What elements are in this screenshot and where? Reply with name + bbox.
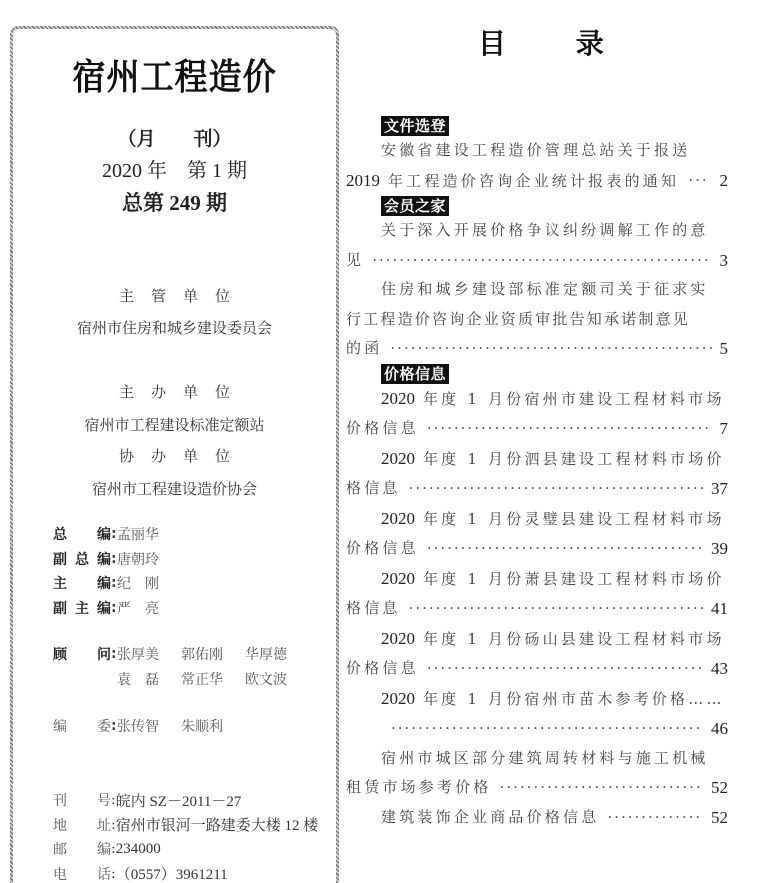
toc-entry[interactable]: 建筑装饰企业商品价格信息 ····· 52 <box>346 803 728 833</box>
page-number: 43 <box>711 659 728 678</box>
editor-row: 主编 : 纪 刚 <box>53 571 181 596</box>
staff-name: 华厚德 <box>245 647 287 664</box>
editor-row: 副总编 : 唐朝玲 <box>53 547 181 572</box>
pub-key: 电话 <box>53 866 111 883</box>
staff-name: 张厚美 <box>117 647 159 664</box>
page-number: 7 <box>719 419 728 438</box>
role-label: 副主编 <box>53 600 111 617</box>
toc-entry[interactable]: 2020 年度 1 月份宿州市苗木参考价格…… ····· 46 <box>346 684 728 744</box>
magazine-title: 宿州工程造价 <box>72 57 277 98</box>
staff-name: 孟丽华 <box>117 527 159 544</box>
staff-name: 郭佑刚 <box>181 647 223 664</box>
toc-entry[interactable]: 关于深入开展价格争议纠纷调解工作的意 见 ····· 3 <box>346 216 728 275</box>
staff-name: 张传智 <box>117 719 159 736</box>
staff-name: 唐朝玲 <box>117 551 159 568</box>
staff-name: 纪 刚 <box>117 576 159 593</box>
pub-key: 地址 <box>53 817 111 834</box>
sponsor-label: 主办单位 <box>118 383 247 401</box>
staff-name: 欧文波 <box>245 671 287 688</box>
editorial-staff <box>53 522 181 620</box>
supervisor-name: 宿州市住房和城乡建设委员会 <box>76 319 272 337</box>
page-number: 3 <box>719 250 728 270</box>
toc-entry[interactable]: 安徽省建设工程造价管理总站关于报送 2019 年工程造价咨询企业统计报表的通知 ····· 2 <box>346 136 728 196</box>
role-label: 顾问 <box>53 647 111 664</box>
page-number: 2 <box>719 170 728 190</box>
staff-name: 袁 磊 <box>117 671 159 688</box>
section-heading: 价格信息 <box>381 364 449 384</box>
toc-entry[interactable]: 2020 年度 1 月份宿州市建设工程材料市场 价格信息 ····· 7 <box>346 384 728 444</box>
role-label: 主编 <box>53 576 111 593</box>
role-label: 编委 <box>53 719 111 736</box>
page-number: 52 <box>711 778 728 797</box>
role-label: 总编 <box>53 527 111 544</box>
page-number: 5 <box>719 339 728 358</box>
staff-name: 常正华 <box>181 671 223 688</box>
toc-entry[interactable]: 2020 年度 1 月份萧县建设工程材料市场价 格信息 ····· 41 <box>346 564 728 624</box>
pub-key: 刊号 <box>53 793 111 810</box>
pub-key: 邮编 <box>53 842 111 859</box>
pub-value: 皖内 SZ－2011－27 <box>115 793 242 810</box>
issue-number: 2020 年 第 1 期 <box>102 160 247 182</box>
co-sponsor-name: 宿州市工程建设造价协会 <box>91 480 257 498</box>
pub-value: （0557）3961211 <box>115 867 228 883</box>
toc-entry[interactable]: 2020 年度 1 月份灵璧县建设工程材料市场 价格信息 ····· 39 <box>346 504 728 564</box>
page-number: 52 <box>711 807 728 827</box>
editor-row: 副主编 : 严 亮 <box>53 596 181 621</box>
masthead-panel <box>10 26 339 883</box>
advisors: 顾问 : 张厚美 郭佑刚 华厚德 袁 磊 常正华 欧文波 <box>53 642 309 691</box>
supervisor-label: 主管单位 <box>118 287 247 305</box>
section-heading: 文件选登 <box>381 116 449 136</box>
staff-name: 严 亮 <box>117 600 159 617</box>
toc-entry[interactable]: 住房和城乡建设部标准定额司关于征求实 行工程造价咨询企业资质审批告知承诺制意见 的函 ····· 5 <box>346 275 728 364</box>
page-number: 39 <box>711 539 728 558</box>
co-sponsor-label: 协办单位 <box>118 447 247 465</box>
sponsor-name: 宿州市工程建设标准定额站 <box>84 416 265 434</box>
section-heading: 会员之家 <box>381 196 449 216</box>
editor-row: 总编 : 孟丽华 <box>53 522 181 547</box>
toc-entry[interactable]: 宿州市城区部分建筑周转材料与施工机械 租赁市场参考价格 ····· 52 <box>346 744 728 803</box>
table-of-contents <box>346 116 728 832</box>
staff-name: 朱顺利 <box>181 719 223 736</box>
toc-entry[interactable]: 2020 年度 1 月份泗县建设工程材料市场价 格信息 ····· 37 <box>346 444 728 504</box>
publication-info: 刊号 : 皖内 SZ－2011－27 地址 : 宿州市银河一路建委大楼 12 楼 邮编 : 234000 电话 : （0557）3961211 <box>53 788 318 883</box>
total-issue-number: 总第 249 期 <box>122 191 227 215</box>
role-label: 副总编 <box>53 551 111 568</box>
toc-entry[interactable]: 2020 年度 1 月份砀山县建设工程材料市场 价格信息 ····· 43 <box>346 624 728 684</box>
page-number: 37 <box>711 479 728 498</box>
committee: 编委 : 张传智 朱顺利 <box>53 714 245 739</box>
frequency-label: （月 刊） <box>117 128 232 150</box>
page-number: 46 <box>711 719 728 738</box>
pub-value: 234000 <box>115 840 161 857</box>
page-number: 41 <box>711 599 728 618</box>
pub-value: 宿州市银河一路建委大楼 12 楼 <box>115 818 319 835</box>
toc-title: 目 录 <box>478 27 604 60</box>
